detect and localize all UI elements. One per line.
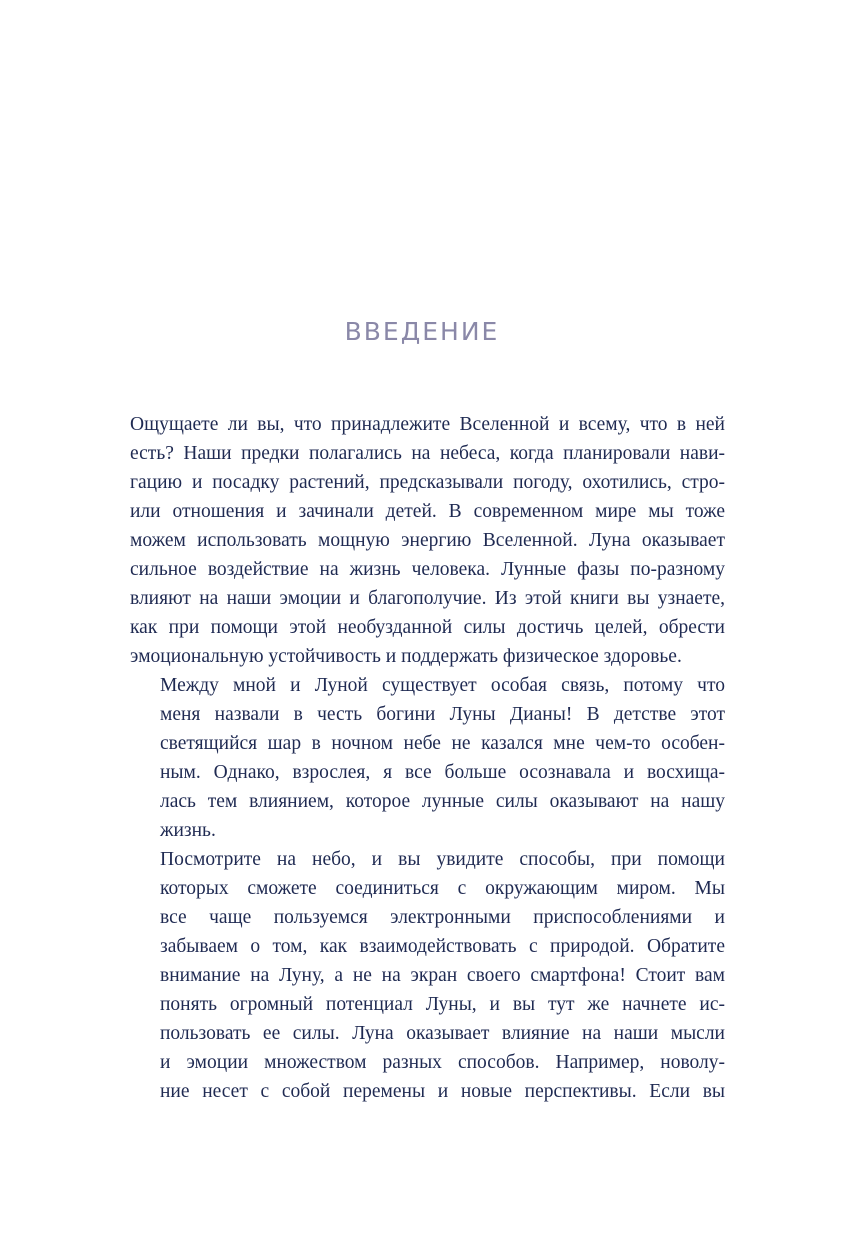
- text-line: ным. Однако, взрослея, я все больше осознавала и восхища-: [160, 762, 725, 783]
- text-line: забываем о том, как взаимодействовать с природой. Обратите: [160, 936, 725, 957]
- text-line: пользовать ее силы. Луна оказывает влияние на наши мысли: [160, 1023, 725, 1044]
- text-line: которых сможете соединиться с окружающим миром. Мы: [160, 878, 725, 899]
- text-line: Посмотрите на небо, и вы увидите способы, при помощи: [160, 849, 725, 870]
- body-text: [130, 410, 725, 1106]
- text-line: гацию и посадку растений, предсказывали погоду, охотились, стро-: [130, 472, 725, 493]
- text-line: внимание на Луну, а не на экран своего смартфона! Стоит вам: [160, 965, 725, 986]
- text-line: сильное воздействие на жизнь человека. Лунные фазы по-разному: [130, 559, 725, 580]
- text-line: Между мной и Луной существует особая связь, потому что: [160, 675, 725, 696]
- text-line: лась тем влиянием, которое лунные силы оказывают на нашу: [160, 791, 725, 812]
- paragraph-3: [130, 845, 725, 1106]
- text-line: жизнь.: [160, 820, 216, 841]
- paragraph-2: [130, 671, 725, 845]
- text-line: меня назвали в честь богини Луны Дианы! В детстве этот: [160, 704, 725, 725]
- text-line: ние несет с собой перемены и новые перспективы. Если вы: [160, 1081, 725, 1102]
- text-line: все чаще пользуемся электронными приспособлениями и: [160, 907, 725, 928]
- text-line: как при помощи этой необузданной силы достичь целей, обрести: [130, 617, 725, 638]
- text-line: или отношения и зачинали детей. В современном мире мы тоже: [130, 501, 725, 522]
- text-line: светящийся шар в ночном небе не казался мне чем-то особен-: [160, 733, 725, 754]
- chapter-title: ВВЕДЕНИЕ: [344, 317, 500, 346]
- text-line: есть? Наши предки полагались на небеса, когда планировали нави-: [130, 443, 725, 464]
- paragraph-1: [130, 410, 725, 671]
- text-line: влияют на наши эмоции и благополучие. Из этой книги вы узнаете,: [130, 588, 725, 609]
- text-line: можем использовать мощную энергию Вселенной. Луна оказывает: [130, 530, 725, 551]
- text-line: и эмоции множеством разных способов. Например, новолу-: [160, 1052, 725, 1073]
- text-line: Ощущаете ли вы, что принадлежите Вселенной и всему, что в ней: [130, 414, 725, 435]
- text-line: эмоциональную устойчивость и поддержать физическое здоровье.: [130, 646, 682, 667]
- text-line: понять огромный потенциал Луны, и вы тут же начнете ис-: [160, 994, 725, 1015]
